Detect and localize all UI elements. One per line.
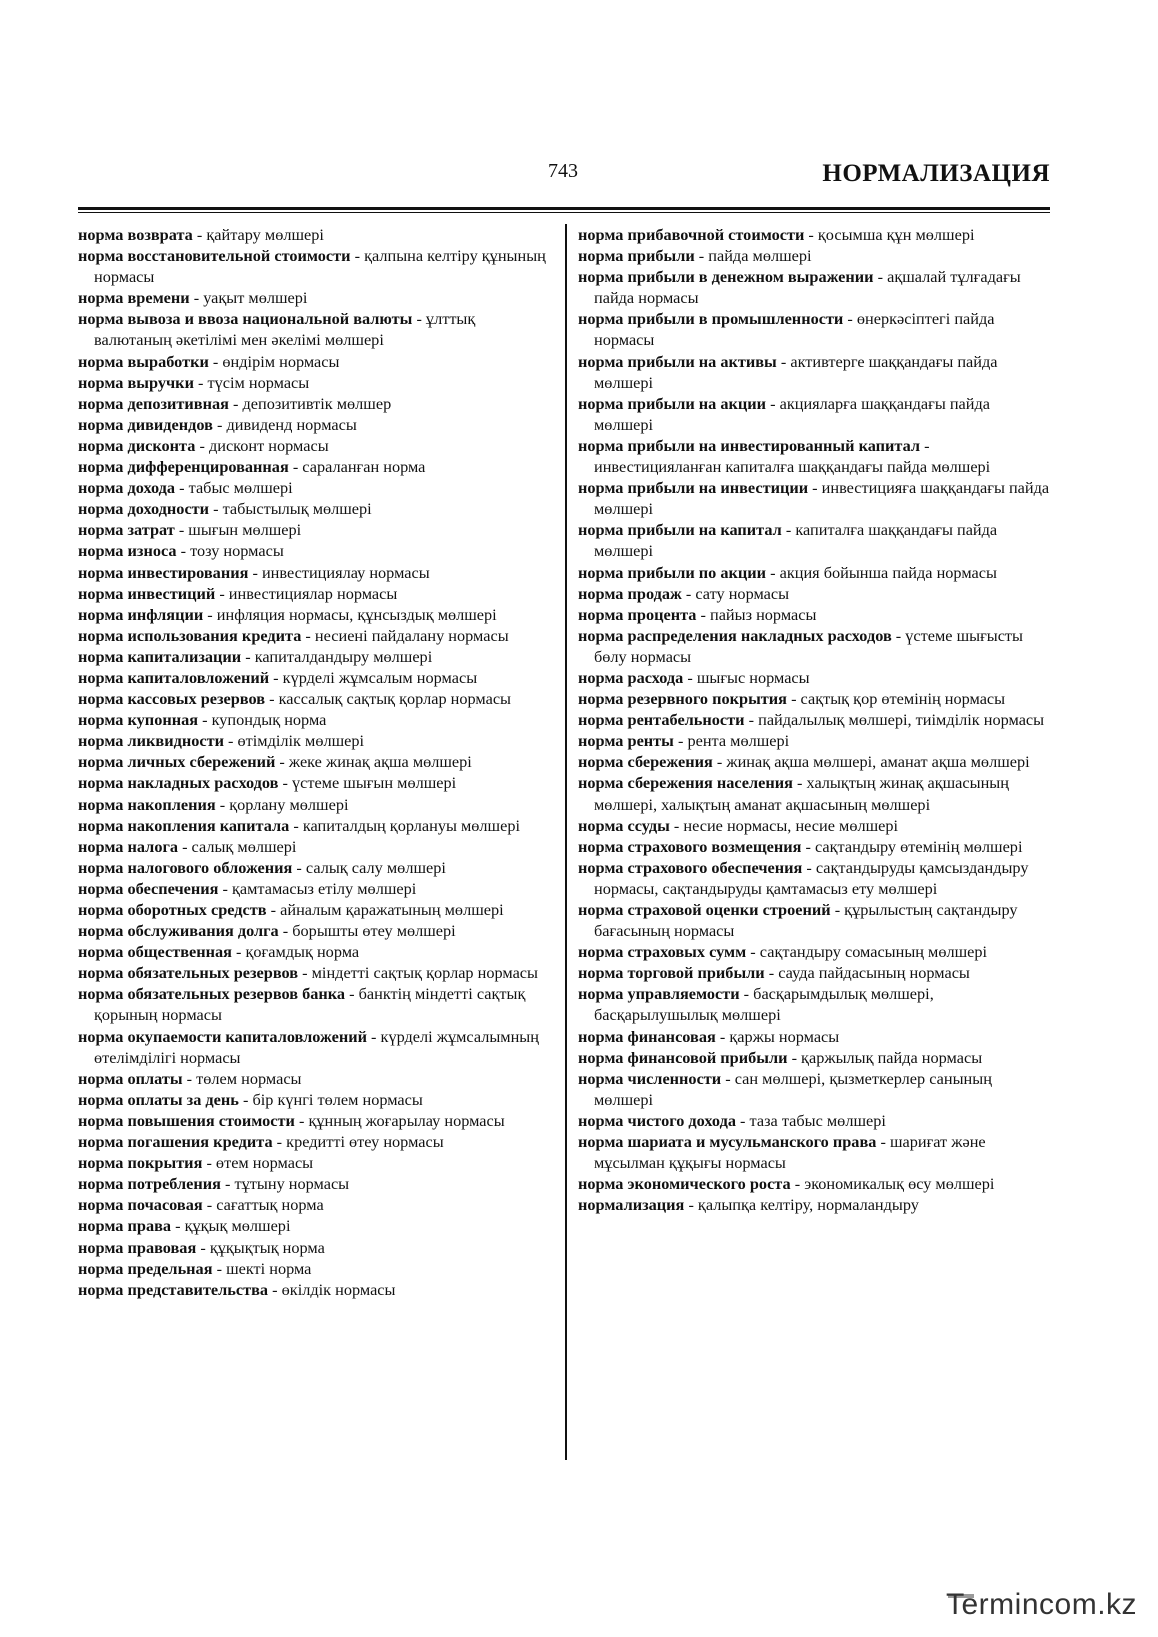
entry-definition: - сағаттық норма: [202, 1195, 324, 1215]
entry-definition: - инвестицияға шаққандағы пайда мөлшері: [594, 478, 1050, 519]
entry-definition: - инвестициялау нормасы: [248, 562, 430, 582]
dictionary-entry: [578, 1026, 1052, 1047]
entry-term: норма прибыли на инвестированный капитал: [578, 435, 921, 455]
dictionary-entry: [78, 1110, 554, 1131]
dictionary-entry: [578, 266, 1052, 308]
entry-term: норма обязательных резервов банка: [78, 984, 346, 1004]
dictionary-entry: [578, 519, 1052, 561]
entry-definition: - сақтық қор өтемінің нормасы: [787, 689, 1006, 709]
entry-definition: - пайыз нормасы: [696, 604, 817, 624]
dictionary-entry: [578, 625, 1052, 667]
dictionary-entry: [78, 456, 554, 477]
entry-term: норма покрытия: [78, 1153, 203, 1173]
dictionary-entry: [78, 562, 554, 583]
entry-term: норма капитализации: [78, 646, 242, 666]
entry-definition: - қосымша құн мөлшері: [804, 225, 975, 244]
entry-definition: - өндірім нормасы: [208, 351, 340, 371]
dictionary-entry: [78, 1215, 554, 1236]
dictionary-entry: [78, 941, 554, 962]
entry-definition: - жинақ ақша мөлшері, аманат ақша мөлшері: [712, 752, 1030, 772]
entry-definition: - капиталдың қорлануы мөлшері: [289, 815, 520, 835]
dictionary-entry: [578, 1131, 1052, 1173]
dictionary-entry: [578, 1068, 1052, 1110]
entry-definition: - рента мөлшері: [673, 731, 790, 751]
dictionary-entry: [78, 351, 554, 372]
entry-term: норма личных сбережений: [78, 752, 276, 772]
dictionary-entry: [78, 414, 554, 435]
dictionary-entry: [78, 477, 554, 498]
entry-term: норма окупаемости капиталовложений: [78, 1026, 367, 1046]
entry-term: норма шариата и мусульманского права: [578, 1132, 877, 1152]
entry-definition: - үстеме шығысты бөлу нормасы: [594, 625, 1023, 666]
entry-definition: - инфляция нормасы, құнсыздық мөлшері: [203, 604, 497, 624]
dictionary-entry: [78, 287, 554, 308]
entry-term: норма прибыли в денежном выражении: [578, 267, 874, 287]
entry-definition: - купондық норма: [198, 710, 327, 730]
entry-term: норма инвестирования: [78, 562, 249, 582]
entry-term: норма процента: [578, 604, 697, 624]
entry-definition: - пайдалылық мөлшері, тиімділік нормасы: [744, 710, 1045, 730]
entry-definition: - активтерге шаққандағы пайда мөлшері: [594, 351, 998, 392]
entry-definition: - өнеркәсіптегі пайда нормасы: [594, 309, 995, 350]
dictionary-entry: [78, 604, 554, 625]
entry-term: норма накопления: [78, 794, 216, 814]
dictionary-entry: [78, 730, 554, 751]
entry-definition: - табыс мөлшері: [175, 478, 293, 498]
dictionary-entry: [78, 393, 554, 414]
entry-definition: - басқарымдылық мөлшері, басқарылушылық мөлшері: [594, 984, 934, 1025]
dictionary-entry: [578, 941, 1052, 962]
entry-term: норма времени: [78, 288, 190, 308]
entry-term: норма прибавочной стоимости: [578, 225, 805, 244]
entry-definition: - өтімділік мөлшері: [223, 731, 365, 751]
dictionary-entry: [78, 794, 554, 815]
dictionary-entry: [578, 224, 1052, 245]
entry-term: норма прибыли на акции: [578, 393, 767, 413]
entry-definition: - салық салу мөлшері: [292, 857, 446, 877]
dictionary-entry: [78, 1026, 554, 1068]
entry-definition: - таза табыс мөлшері: [735, 1110, 886, 1130]
dictionary-entry: [578, 983, 1052, 1025]
entry-term: норма использования кредита: [78, 625, 302, 645]
entry-term: норма ликвидности: [78, 731, 224, 751]
dictionary-entry: [78, 498, 554, 519]
dictionary-entry: [78, 772, 554, 793]
entry-term: норма продаж: [578, 583, 682, 603]
entry-term: норма обязательных резервов: [78, 963, 299, 983]
entry-term: норма купонная: [78, 710, 199, 730]
entry-definition: - құрылыстың сақтандыру бағасының нормасы: [594, 900, 1018, 941]
entry-definition: - түсім нормасы: [193, 372, 310, 392]
entry-definition: - шариғат және мұсылман құқығы нормасы: [594, 1132, 986, 1173]
entry-term: норма почасовая: [78, 1195, 203, 1215]
entry-definition: - борышты өтеу мөлшері: [278, 921, 456, 941]
dictionary-entry: [578, 899, 1052, 941]
entry-term: норма расхода: [578, 667, 684, 687]
column-divider: [565, 224, 567, 1460]
entry-definition: - қорлану мөлшері: [215, 794, 349, 814]
entry-term: норма выработки: [78, 351, 209, 371]
entry-term: норма финансовая: [578, 1026, 716, 1046]
dictionary-entry: [578, 730, 1052, 751]
entry-definition: - күрделі жұмсалымның өтелімділігі нормасы: [94, 1026, 539, 1067]
watermark-logo: [946, 1588, 1146, 1628]
entry-term: норма прибыли на инвестиции: [578, 478, 809, 498]
dictionary-entry: [578, 1110, 1052, 1131]
entry-definition: - уақыт мөлшері: [189, 288, 308, 308]
entry-definition: - инвестицияланған капиталға шаққандағы пайда мөлшері: [594, 435, 991, 477]
entry-definition: - айналым қаражатының мөлшері: [266, 900, 504, 919]
entry-definition: - үстеме шығын мөлшері: [278, 773, 457, 793]
entry-term: норма торговой прибыли: [578, 963, 765, 983]
dictionary-entry: [78, 308, 554, 350]
entry-definition: - сауда пайдасының нормасы: [764, 963, 970, 983]
entry-term: норма дивидендов: [78, 414, 213, 434]
entry-definition: - қаржы нормасы: [715, 1026, 840, 1046]
entry-definition: - төлем нормасы: [182, 1068, 302, 1088]
entry-term: норма оплаты: [78, 1068, 183, 1088]
header-rule-thin: [78, 212, 1050, 213]
running-head: НОРМАЛИЗАЦИЯ: [822, 160, 1050, 187]
entry-definition: - дисконт нормасы: [195, 435, 329, 455]
dictionary-entry: [578, 772, 1052, 814]
entry-definition: - сату нормасы: [681, 583, 790, 603]
entry-definition: - өтем нормасы: [202, 1153, 314, 1173]
entry-term: норма предельная: [78, 1258, 213, 1278]
watermark-text: Termincom.kz: [946, 1588, 1138, 1621]
entry-term: норма прибыли на капитал: [578, 520, 782, 540]
dictionary-entry: [578, 477, 1052, 519]
entry-term: норма оплаты за день: [78, 1089, 239, 1109]
entry-definition: - сан мөлшері, қызметкерлер санының мөлшері: [594, 1068, 992, 1109]
entry-definition: - жеке жинақ ақша мөлшері: [275, 752, 472, 772]
entry-definition: - кассалық сақтық қорлар нормасы: [265, 689, 511, 709]
entry-term: норма накладных расходов: [78, 773, 279, 793]
dictionary-entry: [578, 815, 1052, 836]
dictionary-entry: [78, 646, 554, 667]
dictionary-entry: [578, 308, 1052, 350]
entry-term: норма сбережения населения: [578, 773, 793, 793]
entry-term: норма инфляции: [78, 604, 204, 624]
entry-definition: - құнның жоғарылау нормасы: [294, 1110, 505, 1130]
entry-term: норма чистого дохода: [578, 1110, 736, 1130]
entry-term: норма сбережения: [578, 752, 713, 772]
dictionary-entry: [78, 983, 554, 1025]
dictionary-entry: [78, 1089, 554, 1110]
dictionary-entry: [578, 1194, 1052, 1215]
entry-term: норма восстановительной стоимости: [78, 246, 351, 266]
entry-term: норма налога: [78, 836, 178, 856]
dictionary-entry: [78, 688, 554, 709]
page-header: [78, 158, 1050, 194]
entry-term: норма численности: [578, 1068, 722, 1088]
dictionary-entry: [578, 351, 1052, 393]
dictionary-entry: [578, 393, 1052, 435]
entry-definition: - қоғамдық норма: [231, 942, 360, 962]
entry-term: норма прибыли: [578, 246, 695, 266]
entry-definition: - капиталға шаққандағы пайда мөлшері: [594, 520, 998, 561]
entry-term: норма инвестиций: [78, 583, 216, 603]
dictionary-entry: [78, 540, 554, 561]
entry-term: норма вывоза и ввоза национальной валюты: [78, 309, 413, 329]
entry-term: норма представительства: [78, 1279, 269, 1299]
entry-definition: - капиталдандыру мөлшері: [241, 646, 433, 666]
entry-term: норма обеспечения: [78, 878, 219, 898]
dictionary-entry: [78, 1131, 554, 1152]
entry-term: норма износа: [78, 541, 177, 561]
entry-term: норма погашения кредита: [78, 1132, 273, 1152]
entry-term: норма общественная: [78, 942, 232, 962]
dictionary-entry: [578, 562, 1052, 583]
entry-term: норма затрат: [78, 520, 175, 540]
entry-term: норма страховых сумм: [578, 942, 747, 962]
entry-definition: - депозитивтік мөлшер: [228, 393, 392, 413]
entry-term: нормализация: [578, 1195, 685, 1215]
dictionary-entry: [78, 1279, 554, 1300]
dictionary-entry: [578, 1047, 1052, 1068]
left-column: [78, 224, 554, 1300]
entry-term: норма выручки: [78, 372, 194, 392]
entry-definition: - ақшалай тұлғадағы пайда нормасы: [594, 267, 1021, 308]
entry-definition: - сараланған норма: [288, 457, 426, 477]
entry-definition: - бір күнгі төлем нормасы: [238, 1089, 423, 1109]
entry-term: норма оборотных средств: [78, 900, 267, 919]
entry-term: норма накопления капитала: [78, 815, 290, 835]
dictionary-entry: [78, 372, 554, 393]
entry-definition: - міндетті сақтық қорлар нормасы: [298, 963, 538, 983]
dictionary-entry: [78, 519, 554, 540]
entry-term: норма потребления: [78, 1174, 221, 1194]
dictionary-entry: [578, 604, 1052, 625]
entry-definition: - акцияларға шаққандағы пайда мөлшері: [594, 393, 990, 434]
dictionary-entry: [578, 857, 1052, 899]
dictionary-entry: [78, 920, 554, 941]
entry-term: норма дисконта: [78, 435, 196, 455]
dictionary-entry: [78, 625, 554, 646]
dictionary-entry: [78, 836, 554, 857]
dictionary-entry: [78, 1068, 554, 1089]
entry-term: норма повышения стоимости: [78, 1110, 295, 1130]
entry-definition: - акция бойынша пайда нормасы: [766, 562, 997, 582]
page-number: 743: [548, 160, 578, 182]
dictionary-entry: [78, 962, 554, 983]
entry-definition: - құқық мөлшері: [171, 1216, 291, 1236]
entry-term: норма резервного покрытия: [578, 689, 787, 709]
entry-definition: - қаржылық пайда нормасы: [787, 1047, 983, 1067]
dictionary-entry: [578, 435, 1052, 477]
dictionary-entry: [578, 688, 1052, 709]
right-column: [578, 224, 1052, 1215]
entry-term: норма финансовой прибыли: [578, 1047, 788, 1067]
entry-term: норма распределения накладных расходов: [578, 625, 892, 645]
entry-term: норма страхового обеспечения: [578, 857, 803, 877]
dictionary-entry: [78, 224, 554, 245]
dictionary-entry: [78, 1173, 554, 1194]
entry-definition: - ұлттық валютаның әкетілімі мен әкелімі мөлшері: [94, 309, 476, 350]
entry-definition: - шығыс нормасы: [683, 667, 810, 687]
entry-definition: - шекті норма: [212, 1258, 312, 1278]
dictionary-entry: [578, 583, 1052, 604]
dictionary-entry: [578, 1173, 1052, 1194]
dictionary-entry: [578, 245, 1052, 266]
entry-term: норма рентабельности: [578, 710, 745, 730]
entry-definition: - сақтандыру сомасының мөлшері: [746, 942, 988, 962]
entry-term: норма капиталовложений: [78, 667, 270, 687]
dictionary-entry: [78, 1237, 554, 1258]
entry-term: норма ссуды: [578, 815, 670, 835]
entry-term: норма права: [78, 1216, 172, 1236]
entry-definition: - халықтың жинақ ақшасының мөлшері, халықтың аманат ақшасының мөлшері: [594, 773, 1009, 814]
header-rule-thick: [78, 207, 1050, 210]
entry-definition: - дивиденд нормасы: [212, 414, 357, 434]
dictionary-entry: [578, 751, 1052, 772]
entry-definition: - несиені пайдалану нормасы: [301, 625, 509, 645]
entry-definition: - қамтамасыз етілу мөлшері: [218, 878, 417, 898]
entry-term: норма прибыли на активы: [578, 351, 777, 371]
dictionary-entry: [578, 836, 1052, 857]
entry-definition: - сақтандыру өтемінің мөлшері: [801, 836, 1023, 856]
entry-definition: - салық мөлшері: [178, 836, 297, 856]
entry-definition: - кредитті өтеу нормасы: [272, 1132, 444, 1152]
dictionary-entry: [78, 751, 554, 772]
entry-term: норма ренты: [578, 731, 674, 751]
dictionary-entry: [578, 962, 1052, 983]
entry-term: норма экономического роста: [578, 1174, 791, 1194]
entry-definition: - күрделі жұмсалым нормасы: [269, 667, 478, 687]
entry-definition: - қалыпқа келтіру, нормаландыру: [684, 1195, 919, 1215]
entry-term: норма страховой оценки строений: [578, 900, 831, 919]
entry-definition: - тұтыну нормасы: [220, 1174, 350, 1194]
entry-definition: - несие нормасы, несие мөлшері: [669, 815, 899, 835]
entry-definition: - инвестициялар нормасы: [215, 583, 398, 603]
dictionary-entry: [578, 709, 1052, 730]
dictionary-entry: [78, 667, 554, 688]
entry-definition: - шығын мөлшері: [174, 520, 302, 540]
dictionary-entry: [78, 1152, 554, 1173]
dictionary-entry: [78, 1258, 554, 1279]
entry-term: норма доходности: [78, 499, 210, 519]
entry-term: норма налогового обложения: [78, 857, 293, 877]
entry-term: норма депозитивная: [78, 393, 229, 413]
entry-definition: - құқықтық норма: [196, 1237, 325, 1257]
dictionary-entry: [78, 815, 554, 836]
entry-term: норма прибыли по акции: [578, 562, 767, 582]
entry-term: норма обслуживания долга: [78, 921, 279, 941]
entry-definition: - өкілдік нормасы: [268, 1279, 396, 1299]
entry-definition: - тозу нормасы: [176, 541, 284, 561]
entry-definition: - табыстылық мөлшері: [209, 499, 372, 519]
dictionary-entry: [578, 667, 1052, 688]
entry-term: норма управляемости: [578, 984, 740, 1004]
dictionary-entry: [78, 709, 554, 730]
dictionary-entry: [78, 1194, 554, 1215]
entry-definition: - пайда мөлшері: [694, 246, 812, 266]
dictionary-entry: [78, 245, 554, 287]
entry-definition: - экономикалық өсу мөлшері: [790, 1174, 995, 1194]
dictionary-entry: [78, 583, 554, 604]
entry-definition: - қалпына келтіру құнының нормасы: [94, 246, 546, 287]
dictionary-entry: [78, 899, 554, 920]
entry-term: норма возврата: [78, 225, 193, 244]
entry-definition: - сақтандыруды қамсыздандыру нормасы, сақтандыруды қамтамасыз ету мөлшері: [594, 857, 1029, 898]
entry-term: норма дохода: [78, 478, 176, 498]
dictionary-entry: [78, 857, 554, 878]
entry-term: норма страхового возмещения: [578, 836, 802, 856]
dictionary-entry: [78, 878, 554, 899]
entry-term: норма кассовых резервов: [78, 689, 266, 709]
dictionary-entry: [78, 435, 554, 456]
entry-term: норма дифференцированная: [78, 457, 289, 477]
entry-term: норма прибыли в промышленности: [578, 309, 844, 329]
entry-term: норма правовая: [78, 1237, 197, 1257]
entry-definition: - банктің міндетті сақтық қорының нормасы: [94, 984, 526, 1025]
entry-definition: - қайтару мөлшері: [192, 225, 324, 244]
